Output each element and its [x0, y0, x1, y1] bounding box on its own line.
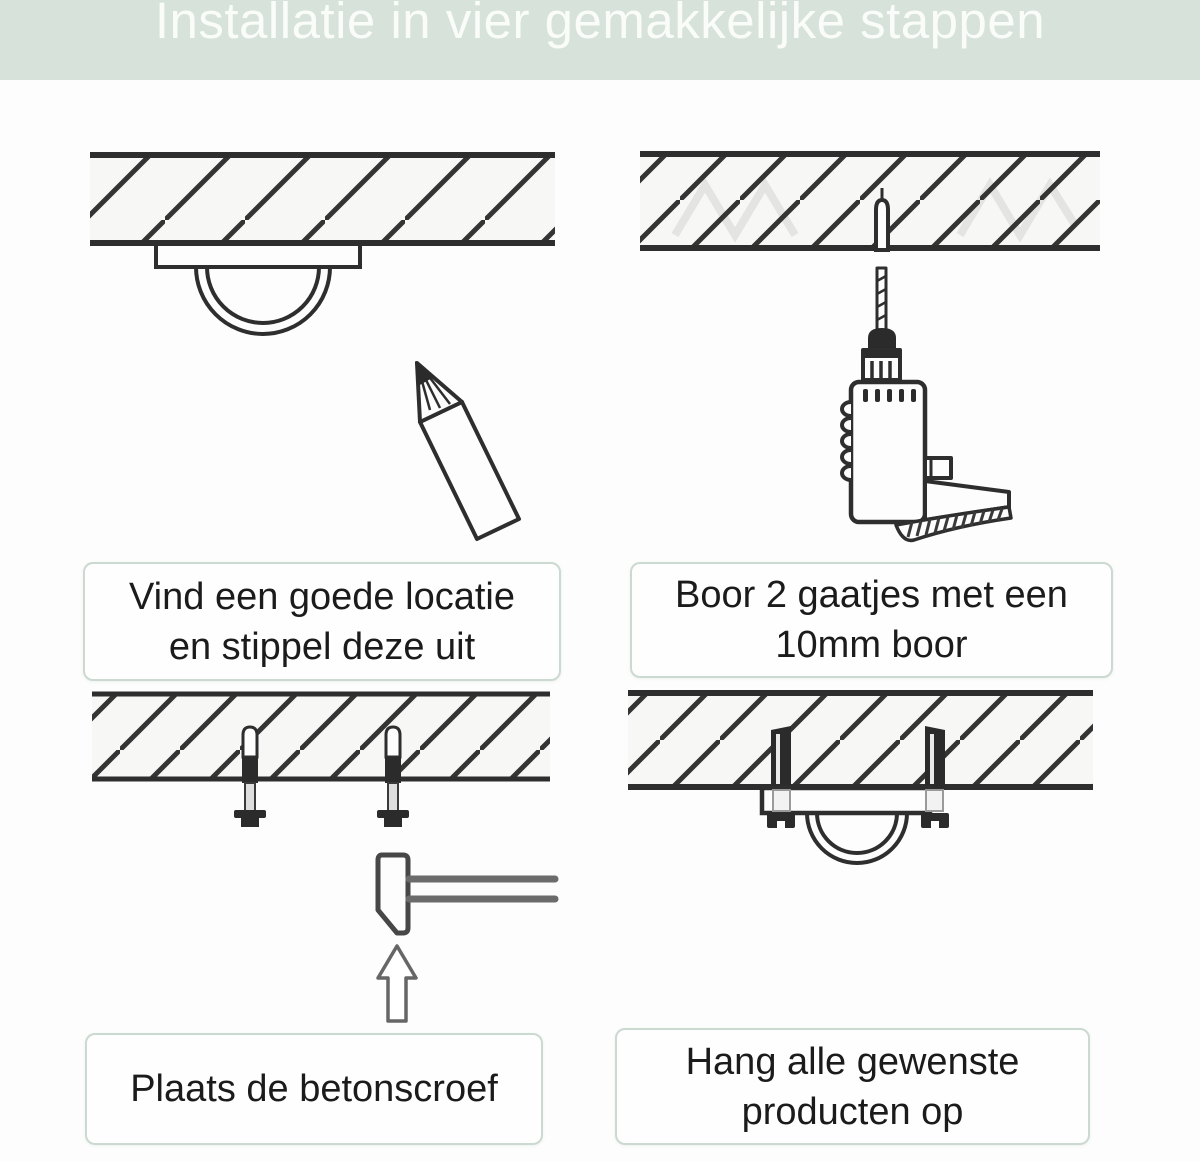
step3-caption-line1: Plaats de betonscroef	[130, 1068, 498, 1110]
step2-illustration	[620, 140, 1110, 562]
ceiling-hatch	[628, 692, 1093, 787]
ceiling-hatch	[92, 693, 550, 780]
mounting-plate	[156, 244, 360, 267]
step2-caption-line2: 10mm boor	[775, 624, 968, 666]
page-title: Installatie in vier gemakkelijke stappen	[154, 0, 1046, 49]
step3-illustration	[60, 690, 560, 1030]
hook-dome	[196, 267, 330, 334]
bolt-left	[771, 726, 791, 788]
step2-caption-line1: Boor 2 gaatjes met een	[675, 574, 1068, 616]
step1-caption-line2: en stippel deze uit	[168, 625, 476, 668]
step4-caption	[615, 1028, 1090, 1145]
step4-caption-line1: Hang alle gewenste	[685, 1040, 1020, 1083]
header-banner	[0, 0, 1200, 80]
step4-illustration	[600, 680, 1110, 1030]
drill-icon	[842, 268, 1011, 540]
step3-caption	[85, 1033, 543, 1145]
up-arrow-icon	[378, 946, 416, 1021]
ceiling-hatch	[90, 155, 555, 243]
step4-caption-line2: producten op	[741, 1090, 964, 1133]
pencil-icon	[415, 361, 519, 539]
step2-caption	[630, 562, 1113, 678]
step1-caption-line1: Vind een goede locatie	[129, 575, 515, 618]
step1-caption	[83, 562, 561, 681]
step1-illustration	[85, 140, 560, 562]
ceiling-hatch	[640, 153, 1100, 248]
hook-dome	[807, 813, 907, 863]
hammer-icon	[378, 855, 555, 933]
mounting-plate	[762, 788, 943, 813]
bolt-right	[925, 726, 945, 788]
